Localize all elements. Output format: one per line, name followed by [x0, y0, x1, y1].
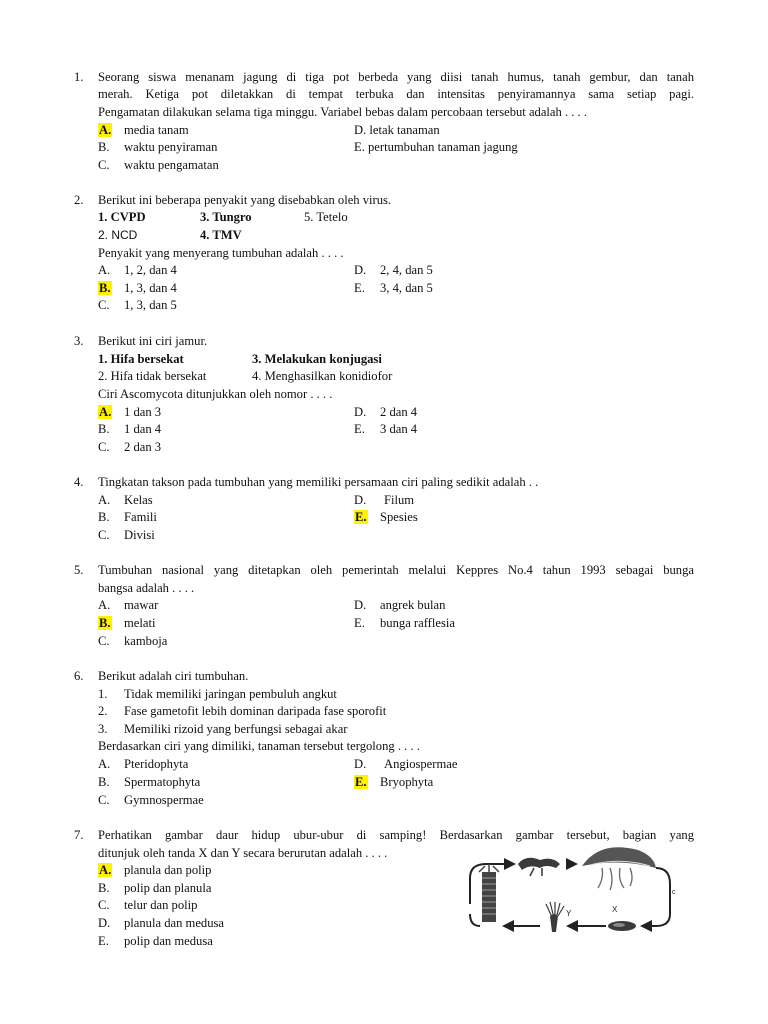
q7-text-line2: ditunjuk oleh tanda X dan Y secara berurutan adalah . . . . — [98, 846, 388, 860]
q5-option-b[interactable] — [98, 615, 112, 632]
label-y: Y — [566, 909, 572, 918]
q3-intro: Berikut ini ciri jamur. — [98, 334, 208, 348]
q1-text-line2: merah. Ketiga pot diletakkan di tempat terbuka dan intensitas penyiramannya sama setiap pagi. — [98, 87, 694, 101]
q1-option-d: D. letak tanaman — [354, 123, 440, 137]
q5-option-c-text: kamboja — [124, 634, 168, 648]
cycle-arrow-right — [642, 868, 670, 926]
q1-option-c-letter: C. — [98, 158, 110, 172]
q5-option-b-text: melati — [124, 616, 156, 630]
q6-trait-3: Memiliki rizoid yang berfungsi sebagai akar — [124, 722, 348, 736]
q4-option-a-letter: A. — [98, 493, 111, 507]
q3-option-a[interactable] — [98, 404, 112, 421]
q3-item-4: 4. Menghasilkan konidiofor — [252, 369, 393, 383]
q1-option-a[interactable] — [98, 122, 112, 139]
q3-option-e-letter: E. — [354, 422, 365, 436]
q3-option-d-letter: D. — [354, 405, 367, 419]
q2-item-4: 4. TMV — [200, 228, 242, 242]
answer-highlight: B. — [99, 281, 111, 295]
q6-trait-1-number: 1. — [98, 687, 108, 701]
q6-trait-3-number: 3. — [98, 722, 108, 736]
q6-trait-2-number: 2. — [98, 704, 108, 718]
q4-option-a-text: Kelas — [124, 493, 153, 507]
q6-option-b-text: Spermatophyta — [124, 775, 201, 789]
q4-option-b-letter: B. — [98, 510, 110, 524]
q4-option-d-text: Filum — [384, 493, 415, 507]
q2-item-5: 5. Tetelo — [304, 210, 348, 224]
q4-option-d-letter: D. — [354, 493, 367, 507]
q7-option-e-text: polip dan medusa — [124, 934, 213, 948]
answer-highlight: A. — [99, 123, 112, 137]
medusa-shape — [582, 847, 656, 890]
planula-shape — [608, 921, 636, 931]
q1-option-b-text: waktu penyiraman — [124, 140, 218, 154]
q2-number: 2. — [74, 193, 84, 207]
q6-option-c-letter: C. — [98, 793, 110, 807]
q7-option-b-letter: B. — [98, 881, 110, 895]
ephyra-shape — [518, 858, 560, 876]
q6-option-e-text: Bryophyta — [380, 775, 434, 789]
q5-number: 5. — [74, 563, 84, 577]
q3-option-c-text: 2 dan 3 — [124, 440, 162, 454]
q1-option-b-letter: B. — [98, 140, 110, 154]
q7-option-b-text: polip dan planula — [124, 881, 212, 895]
q7-option-d-letter: D. — [98, 916, 111, 930]
q2-option-c-text: 1, 3, dan 5 — [124, 298, 177, 312]
q3-item-3: 3. Melakukan konjugasi — [252, 352, 382, 366]
q5-option-c-letter: C. — [98, 634, 110, 648]
q2-question: Penyakit yang menyerang tumbuhan adalah . . . . — [98, 246, 344, 260]
q7-option-c-letter: C. — [98, 898, 110, 912]
q2-option-c-letter: C. — [98, 298, 110, 312]
label-x: X — [612, 905, 618, 914]
answer-highlight: B. — [99, 616, 111, 630]
q4-option-e-text: Spesies — [380, 510, 418, 524]
q3-item-1: 1. Hifa bersekat — [98, 352, 184, 366]
q5-text-line2: bangsa adalah . . . . — [98, 581, 195, 595]
q2-option-d-text: 2, 4, dan 5 — [380, 263, 433, 277]
q2-option-e-text: 3, 4, dan 5 — [380, 281, 433, 295]
q4-option-e[interactable] — [354, 509, 368, 526]
q2-option-e-letter: E. — [354, 281, 365, 295]
q3-option-b-letter: B. — [98, 422, 110, 436]
q6-option-d-text: Angiospermae — [384, 757, 458, 771]
q3-option-a-text: 1 dan 3 — [124, 405, 162, 419]
q5-text-line1: Tumbuhan nasional yang ditetapkan oleh pemerintah melalui Keppres No.4 tahun 1993 sebagai bunga — [98, 563, 694, 577]
q4-option-c-text: Divisi — [124, 528, 155, 542]
q1-option-c-text: waktu pengamatan — [124, 158, 219, 172]
polyp-shape — [546, 902, 564, 932]
q5-option-d-letter: D. — [354, 598, 367, 612]
answer-highlight: E. — [355, 775, 367, 789]
q5-option-a-text: mawar — [124, 598, 159, 612]
q2-item-1: 1. CVPD — [98, 210, 146, 224]
q6-intro: Berikut adalah ciri tumbuhan. — [98, 669, 249, 683]
q6-option-e[interactable] — [354, 774, 368, 791]
q1-number: 1. — [74, 70, 84, 84]
q3-option-b-text: 1 dan 4 — [124, 422, 162, 436]
answer-highlight: E. — [355, 510, 367, 524]
q6-option-b-letter: B. — [98, 775, 110, 789]
q4-number: 4. — [74, 475, 84, 489]
q2-option-b[interactable] — [98, 280, 112, 297]
q1-option-a-text: media tanam — [124, 123, 189, 137]
q6-option-a-text: Pteridophyta — [124, 757, 189, 771]
answer-highlight: A. — [99, 863, 112, 877]
strobila-shape — [479, 864, 499, 922]
q3-number: 3. — [74, 334, 84, 348]
q7-option-d-text: planula dan medusa — [124, 916, 225, 930]
q6-option-c-text: Gymnospermae — [124, 793, 204, 807]
q4-option-c-letter: C. — [98, 528, 110, 542]
q7-option-a[interactable] — [98, 862, 112, 879]
q7-text-line1: Perhatikan gambar daur hidup ubur-ubur di samping! Berdasarkan gambar tersebut, bagian yang — [98, 828, 694, 842]
cycle-arrow-corner — [470, 914, 480, 926]
label-c: c — [672, 889, 676, 896]
q6-question: Berdasarkan ciri yang dimiliki, tanaman tersebut tergolong . . . . — [98, 739, 420, 753]
q2-item-3: 3. Tungro — [200, 210, 252, 224]
q1-option-e: E. pertumbuhan tanaman jagung — [354, 140, 518, 154]
q3-question: Ciri Ascomycota ditunjukkan oleh nomor . . . . — [98, 387, 333, 401]
q4-option-b-text: Famili — [124, 510, 157, 524]
q1-text-line3: Pengamatan dilakukan selama tiga minggu. Variabel bebas dalam percobaan tersebut adalah . . . . — [98, 105, 588, 119]
q2-option-a-text: 1, 2, dan 4 — [124, 263, 177, 277]
answer-highlight: A. — [99, 405, 112, 419]
q2-intro: Berikut ini beberapa penyakit yang disebabkan oleh virus. — [98, 193, 392, 207]
q4-question: Tingkatan takson pada tumbuhan yang memiliki persamaan ciri paling sedikit adalah . . — [98, 475, 539, 489]
q2-option-d-letter: D. — [354, 263, 367, 277]
q5-option-e-letter: E. — [354, 616, 365, 630]
q7-number: 7. — [74, 828, 84, 842]
q6-option-a-letter: A. — [98, 757, 111, 771]
q3-option-d-text: 2 dan 4 — [380, 405, 418, 419]
q2-option-b-text: 1, 3, dan 4 — [124, 281, 177, 295]
q2-option-a-letter: A. — [98, 263, 111, 277]
q5-option-d-text: angrek bulan — [380, 598, 446, 612]
q7-option-c-text: telur dan polip — [124, 898, 198, 912]
q6-trait-1: Tidak memiliki jaringan pembuluh angkut — [124, 687, 337, 701]
q2-item-2: 2. NCD — [98, 228, 138, 242]
q7-option-a-text: planula dan polip — [124, 863, 212, 877]
q5-option-a-letter: A. — [98, 598, 111, 612]
q3-option-e-text: 3 dan 4 — [380, 422, 418, 436]
q5-option-e-text: bunga rafflesia — [380, 616, 455, 630]
q3-item-2: 2. Hifa tidak bersekat — [98, 369, 207, 383]
q6-option-d-letter: D. — [354, 757, 367, 771]
q1-text-line1: Seorang siswa menanam jagung di tiga pot berbeda yang diisi tanah humus, tanah gembur, dan tanah — [98, 70, 694, 84]
q7-option-e-letter: E. — [98, 934, 109, 948]
q6-number: 6. — [74, 669, 84, 683]
q3-option-c-letter: C. — [98, 440, 110, 454]
jellyfish-life-cycle-diagram — [456, 842, 688, 942]
q6-trait-2: Fase gametofit lebih dominan daripada fase sporofit — [124, 704, 387, 718]
